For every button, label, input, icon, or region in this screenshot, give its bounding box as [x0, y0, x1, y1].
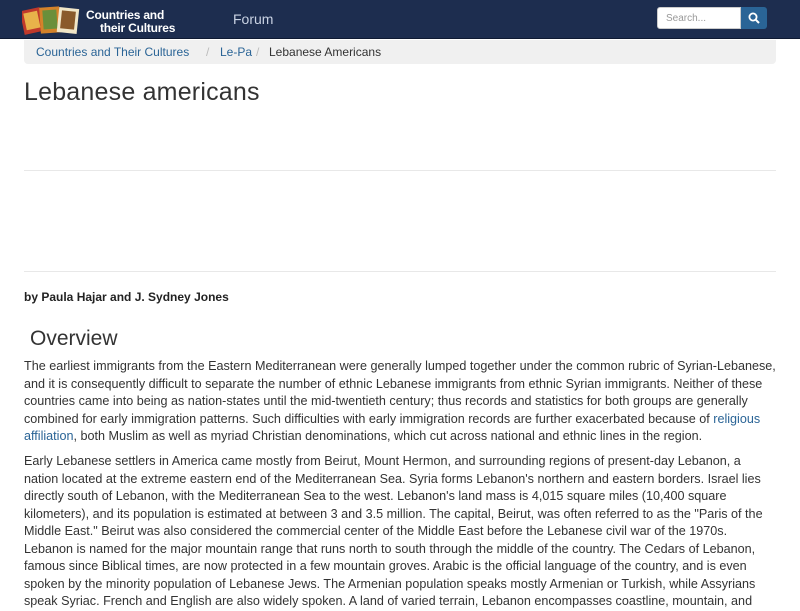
search-icon — [748, 12, 760, 24]
divider — [24, 170, 776, 171]
paragraph-1-text: The earliest immigrants from the Eastern Mediterranean were generally lumped together under the common rubric of Syrian-Lebanese, and it is consequently difficult to separate the number of ethnic Lebanese immigrants from ethnic Syrian immigrants. Neither of these countries came into being as nation-states until the mid-twentieth century; thus records and statistics for both groups are generally combined for early immigration patterns. Such difficulties with early immigration records are further exacerbated because of — [24, 359, 776, 426]
section-heading-overview: Overview — [30, 327, 118, 350]
site-logo[interactable] — [22, 3, 212, 37]
breadcrumb-separator: / — [256, 45, 260, 59]
logo-text — [86, 9, 216, 35]
logo-line-2: their Cultures — [100, 21, 176, 35]
paragraph-1-text-end: , both Muslim as well as myriad Christian denominations, which cut across national and ethnic lines in the region. — [73, 429, 703, 443]
top-navbar — [0, 0, 800, 39]
page-title: Lebanese americans — [24, 78, 260, 106]
link-religious-affiliation[interactable]: religious affiliation — [24, 411, 761, 443]
breadcrumb-item-countries[interactable]: Countries and Their Cultures — [36, 45, 190, 59]
logo-art-icon — [22, 5, 84, 37]
paragraph-1 — [24, 358, 776, 446]
author-byline: by Paula Hajar and J. Sydney Jones — [24, 290, 229, 304]
search-input[interactable] — [657, 7, 741, 29]
divider — [24, 271, 776, 272]
nav-link-forum[interactable]: Forum — [233, 11, 274, 27]
paragraph-2: Early Lebanese settlers in America came mostly from Beirut, Mount Hermon, and surrounding regions of present-day Lebanon, a nation located at the extreme eastern end of the Mediterranean Sea. Syria forms Lebanon's northern and eastern borders. Israel lies directly south of Lebanon, with the Mediterranean Sea to the west. Lebanon's land mass is 4,015 square miles (10,400 square kilometers), and its population is estimated at between 3 and 3.5 million. The capital, Beirut, was often referred to as the "Paris of the Middle East." Beirut was also considered the commercial center of the Middle East before the Lebanese civil war of the 1970s. Lebanon is named for the major mountain range that runs north to south through the middle of the country. The Cedars of Lebanon, famous since Biblical times, are now protected in a few mountain groves. Arabic is the official language of the country, and is even spoken by the minority population of Lebanese Jews. The Armenian population speaks mostly Armenian or Turkish, while Assyrians speak Syriac. French and English are also widely spoken. A land of varied terrain, Lebanon encompasses coastline, mountain, and — [24, 454, 763, 608]
breadcrumb-item-current: Lebanese Americans — [269, 45, 382, 59]
breadcrumb — [24, 40, 776, 64]
logo-line-1: Countries and — [86, 8, 165, 22]
search-form — [657, 7, 767, 29]
breadcrumb-item-le-pa[interactable]: Le-Pa — [220, 45, 253, 59]
search-button[interactable] — [741, 7, 767, 29]
breadcrumb-separator: / — [206, 45, 210, 59]
